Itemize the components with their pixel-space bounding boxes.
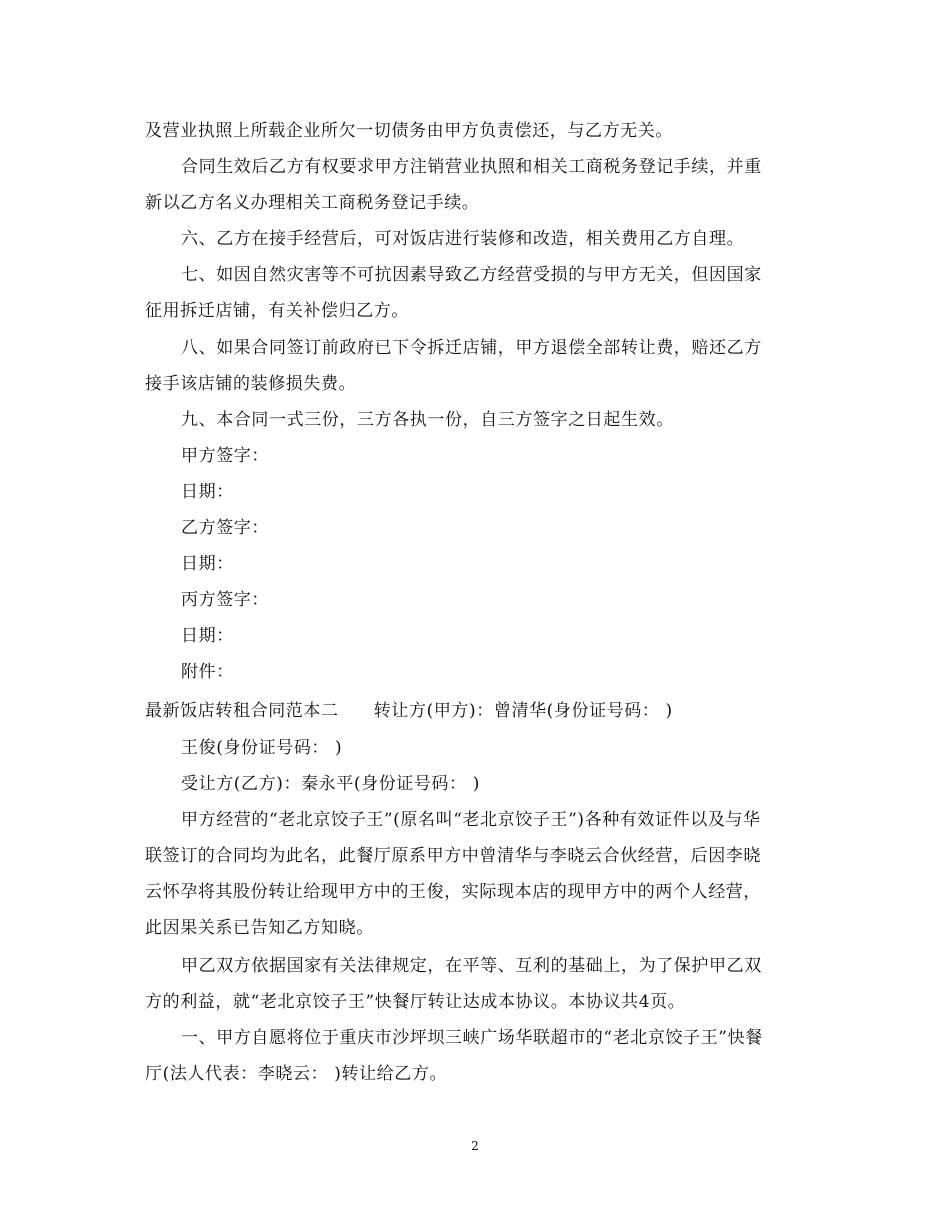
text-line: 征用拆迁店铺，有关补偿归乙方。 — [145, 301, 409, 321]
text-line: 厅(法人代表：李晓云： )转让给乙方。 — [145, 1064, 448, 1084]
text-line: 七、如因自然灾害等不可抗因素导致乙方经营受损的与甲方无关，但因国家 — [181, 265, 762, 285]
signature-label-party-b: 乙方签字： — [181, 518, 269, 538]
date-label: 日期： — [181, 482, 234, 502]
text-line: 甲方经营的“老北京饺子王”(原名叫“老北京饺子王”)各种有效证件以及与华 — [181, 810, 761, 830]
text-line: 合同生效后乙方有权要求甲方注销营业执照和相关工商税务登记手续，并重 — [181, 157, 762, 177]
text-line: 王俊(身份证号码： ) — [181, 738, 343, 758]
page-number: 2 — [471, 1139, 479, 1153]
text-line: 联签订的合同均为此名，此餐厅原系甲方中曾清华与李晓云合伙经营，后因李晓 — [145, 846, 761, 866]
section-heading: 最新饭店转租合同范本二 转让方(甲方)：曾清华(身份证号码： ) — [145, 701, 673, 721]
text-line: 九、本合同一式三份，三方各执一份，自三方签字之日起生效。 — [181, 410, 674, 430]
attachment-label: 附件： — [181, 662, 234, 682]
text-line: 八、如果合同签订前政府已下令拆迁店铺，甲方退偿全部转让费，赔还乙方 — [181, 338, 762, 358]
text-line: 云怀孕将其股份转让给现甲方中的王俊，实际现本店的现甲方中的两个人经营， — [145, 882, 761, 902]
signature-label-party-a: 甲方签字： — [181, 446, 269, 466]
text-line: 一、甲方自愿将位于重庆市沙坪坝三峡广场华联超市的“老北京饺子王”快餐 — [181, 1028, 763, 1048]
text-line: 六、乙方在接手经营后，可对饭店进行装修和改造，相关费用乙方自理。 — [181, 229, 745, 249]
text-line: 接手该店铺的装修损失费。 — [145, 374, 357, 394]
text-line: 新以乙方名义办理相关工商税务登记手续。 — [145, 193, 480, 213]
text-line: 方的利益，就“老北京饺子王”快餐厅转让达成本协议。本协议共4页。 — [145, 992, 686, 1012]
text-line: 受让方(乙方)：秦永平(身份证号码： ) — [181, 774, 480, 794]
text-line: 及营业执照上所载企业所欠一切债务由甲方负责偿还，与乙方无关。 — [145, 121, 673, 141]
text-line: 甲乙双方依据国家有关法律规定，在平等、互利的基础上，为了保护甲乙双 — [181, 956, 762, 976]
text-line: 此因果关系已告知乙方知晓。 — [145, 918, 374, 938]
date-label: 日期： — [181, 554, 234, 574]
date-label: 日期： — [181, 626, 234, 646]
signature-label-party-c: 丙方签字： — [181, 590, 269, 610]
